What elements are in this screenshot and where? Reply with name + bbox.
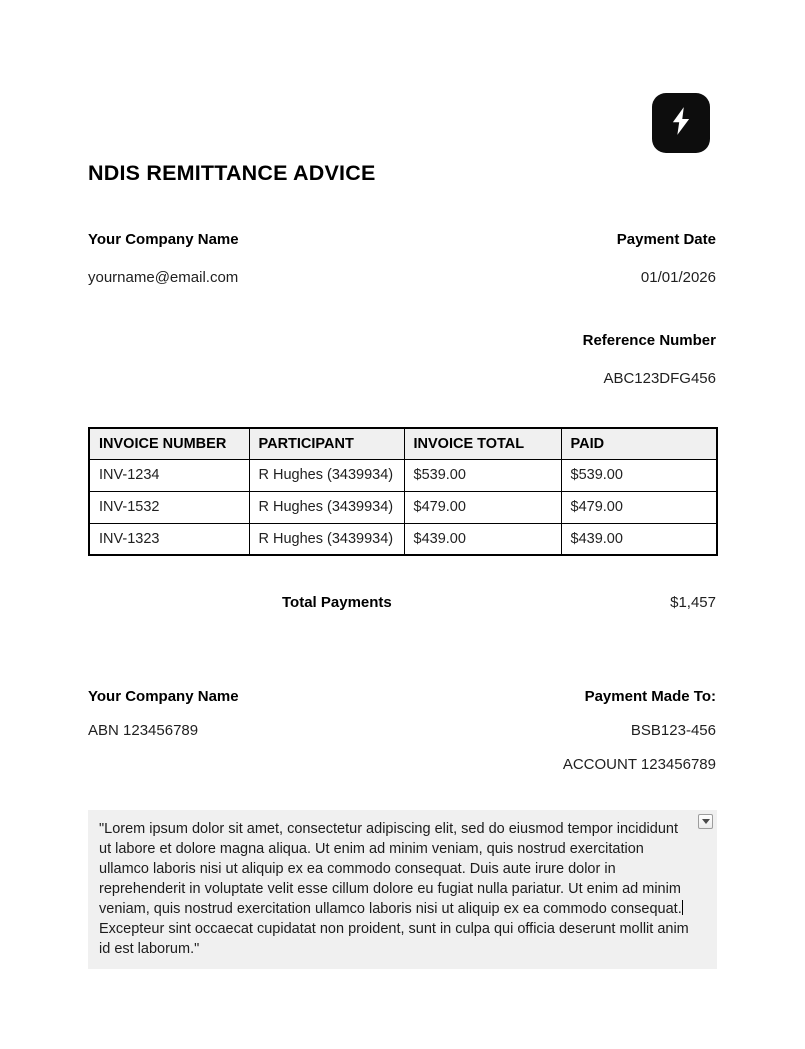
company-email: yourname@email.com bbox=[88, 269, 239, 286]
terms-text-after-caret: Excepteur sint occaecat cupidatat non proident, sunt in culpa qui officia deserunt mollit anim id est laborum." bbox=[99, 921, 689, 957]
terms-text-area[interactable] bbox=[88, 810, 717, 969]
column-header-invoice-total: INVOICE TOTAL bbox=[404, 428, 561, 459]
cell-paid: $539.00 bbox=[561, 459, 717, 491]
payment-date-value: 01/01/2026 bbox=[640, 269, 716, 286]
cell-invoice-number: INV-1323 bbox=[89, 523, 249, 555]
cell-paid: $439.00 bbox=[561, 523, 717, 555]
chevron-down-icon bbox=[702, 819, 710, 824]
payment-date-label: Payment Date bbox=[616, 231, 716, 248]
company-logo bbox=[652, 93, 710, 153]
bsb-value: BSB123-456 bbox=[630, 722, 716, 739]
cell-participant: R Hughes (3439934) bbox=[249, 491, 404, 523]
cell-invoice-total: $479.00 bbox=[404, 491, 561, 523]
cell-invoice-total: $539.00 bbox=[404, 459, 561, 491]
payee-company-name-label: Your Company Name bbox=[88, 688, 239, 705]
table-row bbox=[89, 491, 717, 523]
column-header-invoice-number: INVOICE NUMBER bbox=[89, 428, 249, 459]
total-payments-label: Total Payments bbox=[282, 594, 392, 611]
cell-participant: R Hughes (3439934) bbox=[249, 459, 404, 491]
abn-value: ABN 123456789 bbox=[88, 722, 199, 739]
cell-invoice-number: INV-1532 bbox=[89, 491, 249, 523]
payment-made-to-label: Payment Made To: bbox=[584, 688, 716, 705]
company-name-label: Your Company Name bbox=[88, 231, 239, 248]
column-header-participant: PARTICIPANT bbox=[249, 428, 404, 459]
cell-participant: R Hughes (3439934) bbox=[249, 523, 404, 555]
terms-text-before-caret: "Lorem ipsum dolor sit amet, consectetur adipiscing elit, sed do eiusmod tempor incididunt ut labore et dolore magna aliqua. Ut enim ad minim veniam, quis nostrud exercitation ullamco laboris nisi ut aliquip ex ea commodo consequat. Duis aute irure dolor in reprehenderit in voluptate velit esse cillum dolore eu fugiat nulla pariatur. Ut enim ad minim veniam, quis nostrud exercitation ullamco laboris nisi ut aliquip ex ea commodo consequat. bbox=[99, 821, 682, 917]
cell-paid: $479.00 bbox=[561, 491, 717, 523]
column-header-paid: PAID bbox=[561, 428, 717, 459]
table-header-row bbox=[89, 428, 717, 459]
reference-number-label: Reference Number bbox=[582, 332, 716, 349]
table-row bbox=[89, 523, 717, 555]
total-payments-value: $1,457 bbox=[670, 594, 716, 611]
cell-invoice-total: $439.00 bbox=[404, 523, 561, 555]
table-row bbox=[89, 459, 717, 491]
cell-invoice-number: INV-1234 bbox=[89, 459, 249, 491]
account-value: ACCOUNT 123456789 bbox=[562, 756, 716, 773]
invoice-table bbox=[88, 427, 718, 556]
text-cursor bbox=[682, 900, 683, 915]
page-title: NDIS REMITTANCE ADVICE bbox=[88, 161, 376, 185]
lightning-bolt-icon bbox=[668, 106, 694, 141]
reference-number-value: ABC123DFG456 bbox=[603, 370, 716, 387]
terms-dropdown-button[interactable] bbox=[698, 814, 713, 829]
